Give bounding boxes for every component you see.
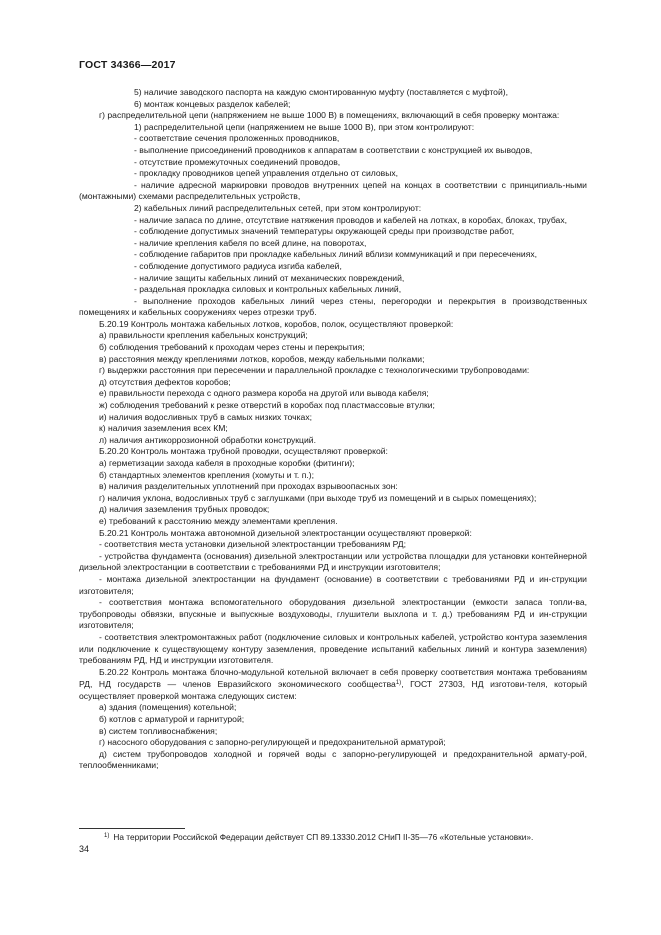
paragraph-text: г) насосного оборудования с запорно-регулирующей и предохранительной арматурой; (99, 737, 446, 748)
paragraph-text-continued: , ГОСТ 27303, НД изготови-теля, который осуществляет проверкой монтажа следующих систем: (79, 679, 587, 701)
paragraph-text: ж) соблюдения требований к резке отверстий в коробах под пластмассовые втулки; (99, 400, 435, 411)
paragraph (79, 249, 587, 261)
paragraph (79, 330, 587, 342)
paragraph-text: - прокладку проводников цепей управления отдельно от силовых, (134, 168, 399, 179)
paragraph (79, 87, 587, 99)
paragraph-text: е) требований к расстоянию между элементами крепления. (99, 515, 338, 526)
paragraph (79, 354, 587, 366)
paragraph (79, 749, 587, 772)
footnote-reference: 1) (395, 680, 402, 687)
footnote (104, 831, 594, 843)
paragraph (79, 377, 587, 389)
paragraph-text: Б.20.19 Контроль монтажа кабельных лотков, коробов, полок, осуществляют проверкой: (99, 318, 454, 329)
paragraph-text: - наличие адресной маркировки проводов внутренних цепей на концах в соответствии с принципиаль-ными (монтажными) схемами распределительных устройств, (79, 179, 587, 202)
paragraph-text: а) герметизации захода кабеля в проходные коробки (фитинги); (99, 458, 355, 468)
paragraph-text: в) систем топливоснабжения; (99, 725, 218, 736)
paragraph-text: 1) распределительной цепи (напряжением не выше 1000 В), при этом контролируют: (134, 121, 475, 132)
paragraph (79, 203, 587, 215)
paragraph (79, 516, 587, 528)
paragraph (79, 168, 587, 180)
paragraph (79, 574, 587, 597)
paragraph (79, 597, 587, 632)
paragraph-text: б) соблюдения требований к проходам через стены и перекрытия; (99, 342, 365, 353)
paragraph (79, 551, 587, 574)
paragraph (79, 423, 587, 435)
paragraph (79, 157, 587, 169)
paragraph-text: - соблюдение допустимого радиуса изгиба кабелей, (134, 260, 342, 271)
paragraph (79, 726, 587, 738)
paragraph-text: б) котлов с арматурой и гарнитурой; (99, 714, 245, 725)
paragraph (79, 122, 587, 134)
paragraph-text: - устройства фундамента (основания) дизельной электростанции или устройства площадки для установки контейнерной дизельной электростанции в соответствии с требованиями РД и инструкции изготовителя; (79, 550, 587, 573)
page-header: ГОСТ 34366—2017 (79, 59, 176, 71)
paragraph-text: - соблюдение допустимых значений температуры окружающей среды при производстве работ, (134, 226, 515, 237)
footnote-text: На территории Российской Федерации действует СП 89.13330.2012 СНиП II-35—76 «Котельные установки». (113, 832, 534, 842)
paragraph-text: - раздельная прокладка силовых и контрольных кабельных линий, (134, 284, 402, 295)
paragraph (79, 458, 587, 470)
body-text (79, 87, 587, 772)
paragraph (79, 702, 587, 714)
paragraph-text: - соблюдение габаритов при прокладке кабельных линий вблизи коммуникаций и при пересечениях, (134, 249, 538, 260)
paragraph (79, 226, 587, 238)
paragraph-text: - наличие запаса по длине, отсутствие натяжения проводов и кабелей на лотках, в коробах, блоках, трубах, (134, 214, 568, 225)
paragraph (79, 528, 587, 540)
paragraph-text: - соответствия электромонтажных работ (подключение силовых и контрольных кабелей, устройство контура заземления или подключение к существующему контуру заземления, проведение испытаний кабельных линий и контура заземления) требованиям РД, НД и инструкции изготовителя. (79, 631, 587, 666)
paragraph-text: - соответствие сечения проложенных проводников, (134, 133, 340, 144)
paragraph (79, 481, 587, 493)
paragraph-text: д) наличия заземления трубных проводок; (99, 504, 270, 515)
footnote-divider (79, 828, 185, 829)
paragraph (79, 667, 587, 703)
paragraph-text: Б.20.22 Контроль монтажа блочно-модульной котельной включает в себя проверку соответствия монтажа требованиям РД, НД государств — членов Евразийского экономического сообщества (79, 666, 587, 690)
paragraph-text: а) здания (помещения) котельной; (99, 702, 237, 713)
paragraph-text: Б.20.21 Контроль монтажа автономной дизельной электростанции осуществляют проверкой: (99, 527, 472, 538)
paragraph-text: - наличие защиты кабельных линий от механических повреждений, (134, 272, 405, 283)
paragraph-text: 6) монтаж концевых разделок кабелей; (134, 98, 291, 109)
paragraph (79, 400, 587, 412)
footnote-mark: 1) (104, 833, 110, 839)
paragraph (79, 412, 587, 424)
paragraph-text: - выполнение присоединений проводников к аппаратам в соответствии с конструкцией их выводов, (134, 144, 533, 155)
paragraph-text: л) наличия антикоррозионной обработки конструкций. (99, 434, 316, 445)
paragraph (79, 145, 587, 157)
paragraph (79, 133, 587, 145)
paragraph-text: б) стандартных элементов крепления (хомуты и т. п.); (99, 469, 314, 480)
paragraph-text: е) правильности перехода с одного размера короба на другой или вывода кабеля; (99, 388, 429, 399)
paragraph (79, 296, 587, 319)
paragraph-text: г) выдержки расстояния при пересечении и параллельной прокладке с технологическими трубопроводами: (99, 365, 530, 376)
paragraph-text: - монтажа дизельной электростанции на фундамент (основание) в соответствии с требованиями РД и ин-струкции изготовителя; (79, 573, 587, 596)
paragraph-text: - отсутствие промежуточных соединений проводов, (134, 156, 341, 167)
paragraph (79, 737, 587, 749)
paragraph (79, 180, 587, 203)
paragraph-text: - наличие крепления кабеля по всей длине, на поворотах, (134, 237, 367, 248)
paragraph (79, 99, 587, 111)
paragraph-text: д) систем трубопроводов холодной и горячей воды с запорно-регулирующей и предохранительной армату-рой, теплообменниками; (79, 748, 587, 771)
paragraph-text: в) расстояния между креплениями лотков, коробов, между кабельными полками; (99, 353, 425, 364)
paragraph (79, 319, 587, 331)
paragraph-text: а) правильности крепления кабельных конструкций; (99, 330, 308, 341)
paragraph (79, 273, 587, 285)
paragraph-text: в) наличия разделительных уплотнений при проходах взрывоопасных зон: (99, 481, 398, 492)
paragraph-text: - выполнение проходов кабельных линий через стены, перегородки и перекрытия в производственных помещениях и кабельных сооружениях через отрезки труб. (79, 295, 587, 318)
paragraph (79, 388, 587, 400)
paragraph-text: - соответствия места установки дизельной электростанции требованиям РД; (99, 539, 407, 550)
paragraph-text: и) наличия водосливных труб в самых низких точках; (99, 411, 313, 422)
paragraph (79, 493, 587, 505)
paragraph (79, 539, 587, 551)
paragraph (79, 284, 587, 296)
paragraph (79, 342, 587, 354)
paragraph-text: к) наличия заземления всех КМ; (99, 423, 228, 434)
paragraph (79, 215, 587, 227)
page-number: 34 (79, 844, 90, 854)
paragraph-text: - соответствия монтажа вспомогательного оборудования дизельной электростанции (емкости запаса топли-ва, трубопроводы обвязки, впускные и выпускные воздуховоды, глушители выхлопа и т. д.) требованиям РД и ин-струкции изготовителя; (79, 597, 587, 631)
paragraph-text: г) распределительной цепи (напряжением не выше 1000 В) в помещениях, включающий в себя проверку монтажа: (99, 110, 560, 121)
paragraph (79, 470, 587, 482)
paragraph-text: 5) наличие заводского паспорта на каждую смонтированную муфту (поставляется с муфтой), (134, 87, 509, 97)
paragraph (79, 504, 587, 516)
paragraph (79, 365, 587, 377)
paragraph (79, 261, 587, 273)
paragraph-text: г) наличия уклона, водосливных труб с заглушками (при выходе труб из помещений и в сырых помещениях); (99, 492, 537, 503)
paragraph-text: Б.20.20 Контроль монтажа трубной проводки, осуществляют проверкой: (99, 446, 388, 457)
paragraph (79, 110, 587, 122)
paragraph-text: д) отсутствия дефектов коробов; (99, 376, 231, 387)
paragraph (79, 714, 587, 726)
paragraph (79, 446, 587, 458)
paragraph (79, 632, 587, 667)
paragraph-text: 2) кабельных линий распределительных сетей, при этом контролируют: (134, 202, 422, 213)
paragraph (79, 435, 587, 447)
paragraph (79, 238, 587, 250)
